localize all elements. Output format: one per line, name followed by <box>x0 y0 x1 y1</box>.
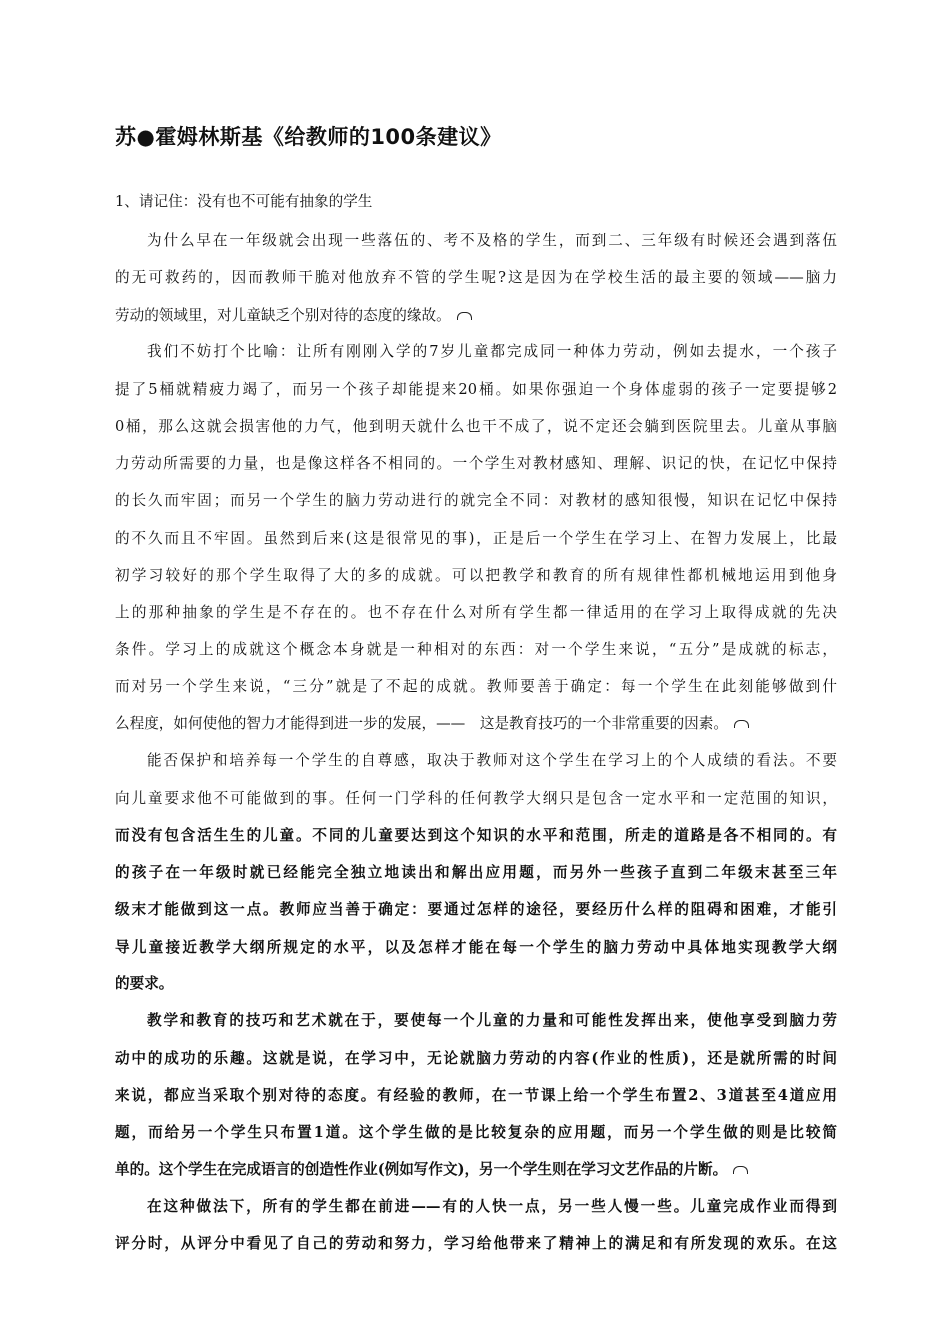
paragraph-line: 教学和教育的技巧和艺术就在于，要使每一个儿童的力量和可能性发挥出来，使他享受到脑力劳 <box>147 1012 837 1029</box>
document-title: 苏●霍姆林斯基《给教师的100条建议》 <box>115 125 502 149</box>
paragraph-end-mark <box>457 312 472 320</box>
paragraph-line: 而没有包含活生生的儿童。不同的儿童要达到这个知识的水平和范围，所走的道路是各不相同的。有 <box>115 827 837 844</box>
paragraph-line: 的不久而且不牢固。虽然到后来(这是很常见的事)，正是后一个学生在学习上、在智力发展上，比最 <box>115 530 837 547</box>
paragraph-line: 而对另一个学生来说，“三分”就是了不起的成就。教师要善于确定：每一个学生在此刻能够做到什 <box>115 678 837 695</box>
paragraph-line: 的长久而牢固；而另一个学生的脑力劳动进行的就完全不同：对教材的感知很慢，知识在记忆中保持 <box>115 492 837 509</box>
paragraph-end-mark <box>734 720 749 728</box>
paragraph-end-mark <box>733 1166 748 1174</box>
paragraph-line: 来说，都应当采取个别对待的态度。有经验的教师，在一节课上给一个学生布置2、3道甚至4道应用 <box>115 1087 837 1104</box>
paragraph-line: 初学习较好的那个学生取得了大的多的成就。可以把教学和教育的所有规律性都机械地运用到他身 <box>115 567 837 584</box>
paragraph-line: 的要求。 <box>115 975 174 992</box>
paragraph-line: 题，而给另一个学生只布置1道。这个学生做的是比较复杂的应用题，而另一个学生做的则是比较简 <box>115 1124 837 1141</box>
paragraph-line: 条件。学习上的成就这个概念本身就是一种相对的东西：对一个学生来说，“五分”是成就的标志， <box>115 641 837 658</box>
paragraph-line: 评分时，从评分中看见了自己的劳动和努力，学习给他带来了精神上的满足和有所发现的欢乐。在这 <box>115 1235 837 1252</box>
paragraph-line: 的孩子在一年级时就已经能完全独立地读出和解出应用题，而另外一些孩子直到二年级末甚至三年 <box>115 864 837 881</box>
paragraph-line: 向儿童要求他不可能做到的事。任何一门学科的任何教学大纲只是包含一定水平和一定范围的知识， <box>115 790 837 807</box>
paragraph-line: 的无可救药的，因而教师干脆对他放弃不管的学生呢?这是因为在学校生活的最主要的领域——脑力 <box>115 269 837 286</box>
paragraph-line: 导儿童接近教学大纲所规定的水平，以及怎样才能在每一个学生的脑力劳动中具体地实现教学大纲 <box>115 939 837 956</box>
paragraph-line: 0桶，那么这就会损害他的力气，他到明天就什么也干不成了，说不定还会躺到医院里去。儿童从事脑 <box>115 418 837 435</box>
paragraph-line: 为什么早在一年级就会出现一些落伍的、考不及格的学生，而到二、三年级有时候还会遇到落伍 <box>147 232 837 249</box>
paragraph-line: 力劳动所需要的力量，也是像这样各不相同的。一个学生对教材感知、理解、识记的快，在记忆中保持 <box>115 455 837 472</box>
paragraph-line: 提了5桶就精疲力竭了，而另一个孩子却能提来20桶。如果你强迫一个身体虚弱的孩子一定要提够2 <box>115 381 837 398</box>
paragraph-line: 能否保护和培养每一个学生的自尊感，取决于教师对这个学生在学习上的个人成绩的看法。不要 <box>147 752 837 769</box>
paragraph-line: 我们不妨打个比喻：让所有刚刚入学的7岁儿童都完成同一种体力劳动，例如去提水，一个孩子 <box>147 343 837 360</box>
paragraph-line: 单的。这个学生在完成语言的创造性作业(例如写作文)，另一个学生则在学习文艺作品的片断。 <box>115 1158 748 1179</box>
paragraph-line: 上的那种抽象的学生是不存在的。也不存在什么对所有学生都一律适用的在学习上取得成就的先决 <box>115 604 837 621</box>
section-heading: 1、请记住：没有也不可能有抽象的学生 <box>115 193 373 210</box>
paragraph-line: 动中的成功的乐趣。这就是说，在学习中，无论就脑力劳动的内容(作业的性质)，还是就所需的时间 <box>115 1050 837 1067</box>
paragraph-line: 级末才能做到这一点。教师应当善于确定：要通过怎样的途径，要经历什么样的阻碍和困难，才能引 <box>115 901 837 918</box>
paragraph-line: 在这种做法下，所有的学生都在前进——有的人快一点，另一些人慢一些。儿童完成作业而得到 <box>147 1198 837 1215</box>
paragraph-line: 劳动的领域里，对儿童缺乏个别对待的态度的缘故。 <box>115 304 472 325</box>
paragraph-line: 么程度，如何使他的智力才能得到进一步的发展，—— 这是教育技巧的一个非常重要的因素。 <box>115 712 749 733</box>
